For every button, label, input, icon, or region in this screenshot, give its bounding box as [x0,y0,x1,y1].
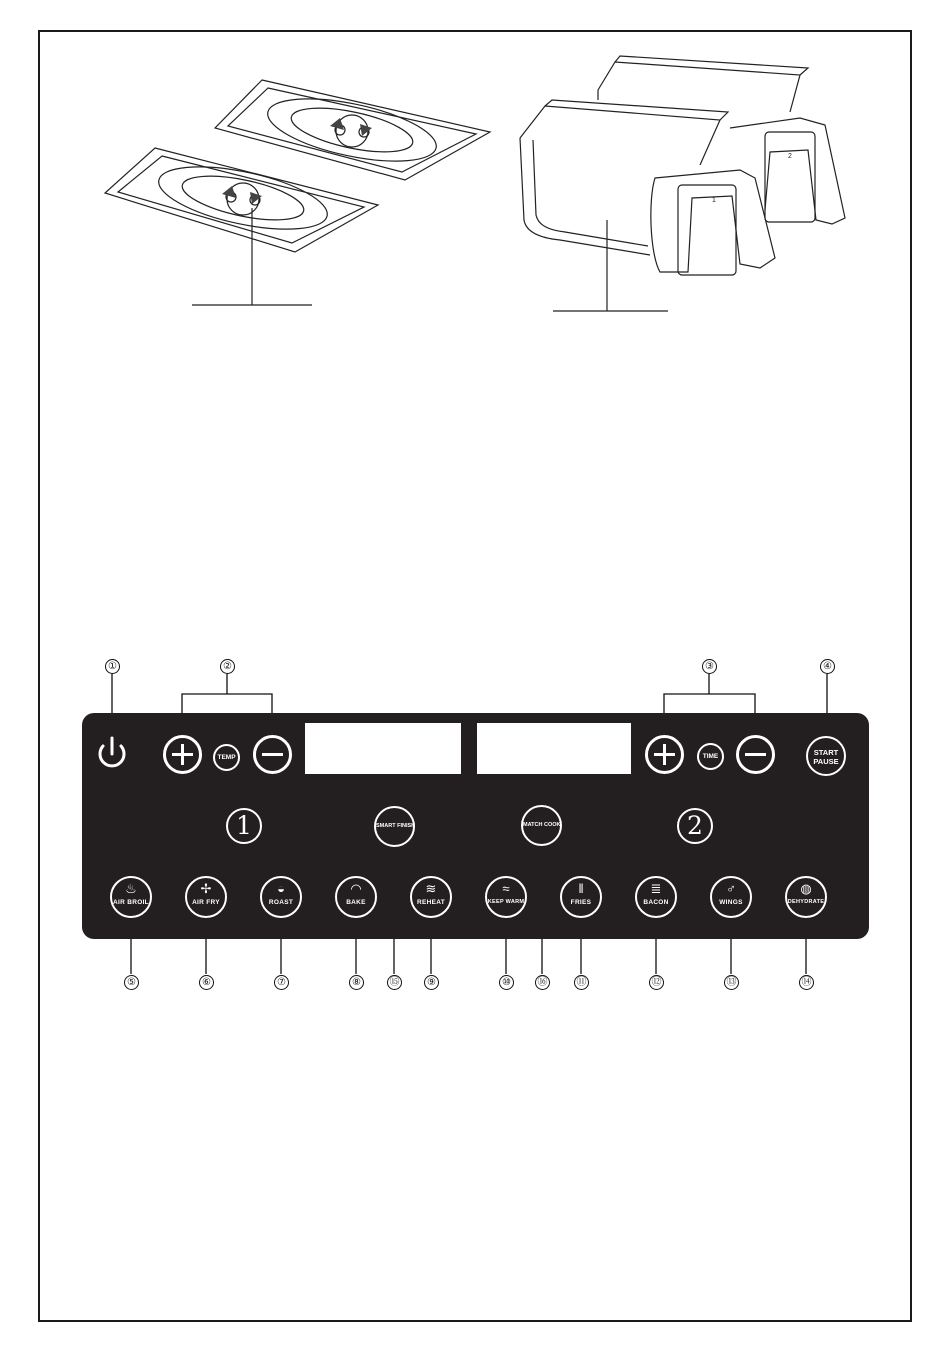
callout-4: ④ [820,659,835,674]
callout-7: ⑦ [274,975,289,990]
croissant-icon: ◠ [350,881,362,896]
time-plus-button[interactable] [645,735,684,774]
dehydrate-button[interactable]: ◍ DEHYDRATE [785,876,827,918]
temp-minus-button[interactable] [253,735,292,774]
basket-1-label: 1 [712,197,716,204]
callout-11: ⑪ [574,975,589,990]
callout-8: ⑧ [349,975,364,990]
display-zone-2 [477,723,631,774]
callout-15: ⑮ [387,975,402,990]
start-pause-button[interactable] [806,736,846,776]
temp-plus-button[interactable] [163,735,202,774]
roast-button[interactable]: ◒ ROAST [260,876,302,918]
callout-9: ⑨ [424,975,439,990]
chicken-icon: ◒ [277,881,285,896]
bacon-button[interactable]: ≣ BACON [635,876,677,918]
callout-10: ⑩ [499,975,514,990]
time-minus-button[interactable] [736,735,775,774]
reheat-button[interactable]: ≋ REHEAT [410,876,452,918]
air-broil-button[interactable]: ♨ AIR BROIL [110,876,152,918]
pause-label: PAUSE [813,757,839,766]
air-fry-button[interactable]: ✢ AIR FRY [185,876,227,918]
heat-waves-icon: ♨ [125,881,137,896]
crisper-plates-drawing [105,80,490,305]
callout-3: ③ [702,659,717,674]
callout-12: ⑫ [649,975,664,990]
temp-button[interactable]: TEMP [213,744,240,771]
callout-5: ⑤ [124,975,139,990]
callout-1: ① [105,659,120,674]
callout-14: ⑭ [799,975,814,990]
zone-1-button[interactable]: 1 [226,808,262,844]
start-label: START [813,748,839,757]
callout-6: ⑥ [199,975,214,990]
time-button[interactable]: TIME [697,743,724,770]
fries-icon: ‖ [578,881,584,896]
drumstick-icon: ♂ [726,881,736,896]
baskets-drawing [520,56,845,311]
callout-13: ⑬ [724,975,739,990]
basket-2-label: 2 [788,153,792,160]
wings-button[interactable]: ♂ WINGS [710,876,752,918]
match-cook-button[interactable]: MATCH COOK [521,805,562,846]
bacon-icon: ≣ [650,881,662,896]
fries-button[interactable]: ‖ FRIES [560,876,602,918]
display-zone-1 [305,723,461,774]
zone-2-button[interactable]: 2 [677,808,713,844]
reheat-waves-icon: ≋ [425,881,437,896]
smart-finish-button[interactable]: SMART FINISH [374,806,415,847]
keep-warm-button[interactable]: ≈ KEEP WARM [485,876,527,918]
bake-button[interactable]: ◠ BAKE [335,876,377,918]
warm-waves-icon: ≈ [502,881,510,896]
callout-16: ⑯ [535,975,550,990]
callout-2: ② [220,659,235,674]
fan-icon: ✢ [200,881,212,896]
fruit-slice-icon: ◍ [800,881,812,896]
